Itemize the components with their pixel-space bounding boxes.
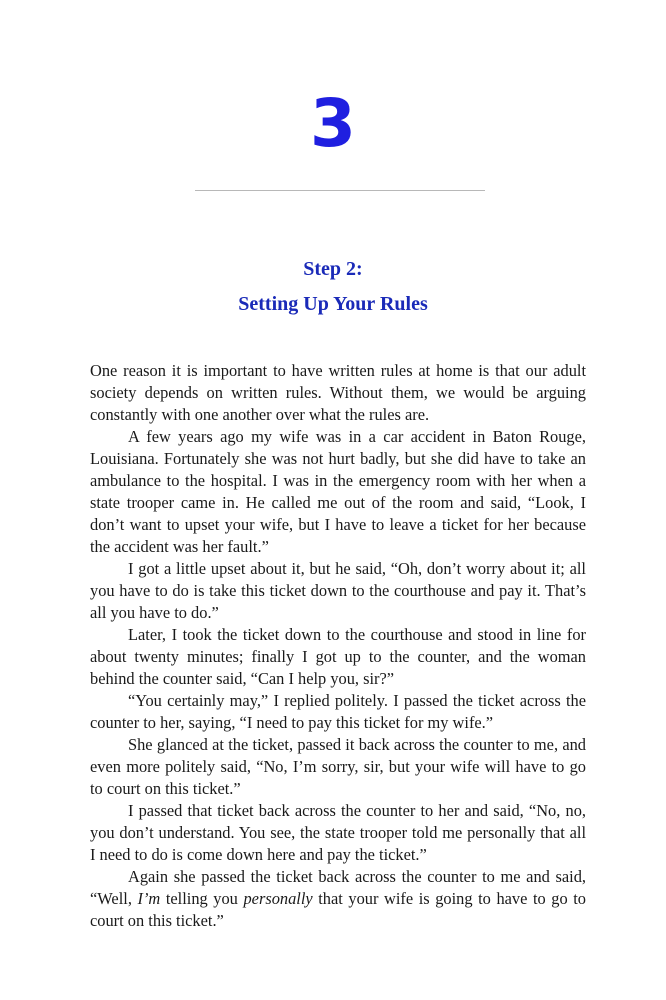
emphasis-text: personally [243, 889, 313, 908]
paragraph: She glanced at the ticket, passed it back across the counter to me, and even more politely said, “No, I’m sorry, sir, but your wife will have to go to court on this ticket.” [90, 735, 586, 798]
divider-rule [195, 190, 485, 191]
paragraph: A few years ago my wife was in a car accident in Baton Rouge, Louisiana. Fortunately she was not hurt badly, but she did have to take an ambulance to the hospital. I was in the emergency room with her when a state trooper came in. He called me out of the room and said, “Look, I don’t want to upset your wife, but I have to leave a ticket for her because the accident was her fault.” [90, 427, 586, 556]
chapter-title: Setting Up Your Rules [238, 293, 428, 315]
paragraph: One reason it is important to have written rules at home is that our adult society depends on written rules. Without them, we would be arguing constantly with one another over what the rules are. [90, 361, 586, 424]
paragraph: I got a little upset about it, but he said, “Oh, don’t worry about it; all you have to do is take this ticket down to the courthouse and pay it. That’s all you have to do.” [90, 559, 586, 622]
text-run: telling you [160, 889, 244, 908]
text-run: that your wife is going to have to go to court on this ticket.” [90, 889, 587, 930]
paragraph: “You certainly may,” I replied politely. I passed the ticket across the counter to her, saying, “I need to pay this ticket for my wife.” [90, 691, 586, 732]
chapter-number: 3 [310, 85, 356, 162]
paragraph [90, 866, 586, 932]
step-label: Step 2: [303, 258, 363, 280]
paragraph: I passed that ticket back across the counter to her and said, “No, no, you don’t understand. You see, the state trooper told me personally that all I need to do is come down here and pay the ticket.” [90, 801, 586, 864]
text-run: Again she passed the ticket back across the counter to me and said, “Well, [90, 867, 586, 908]
body-text [90, 360, 586, 932]
paragraph: Later, I took the ticket down to the courthouse and stood in line for about twenty minutes; finally I got up to the counter, and the woman behind the counter said, “Can I help you, sir?” [90, 625, 586, 688]
emphasis-text: I’m [137, 889, 161, 908]
